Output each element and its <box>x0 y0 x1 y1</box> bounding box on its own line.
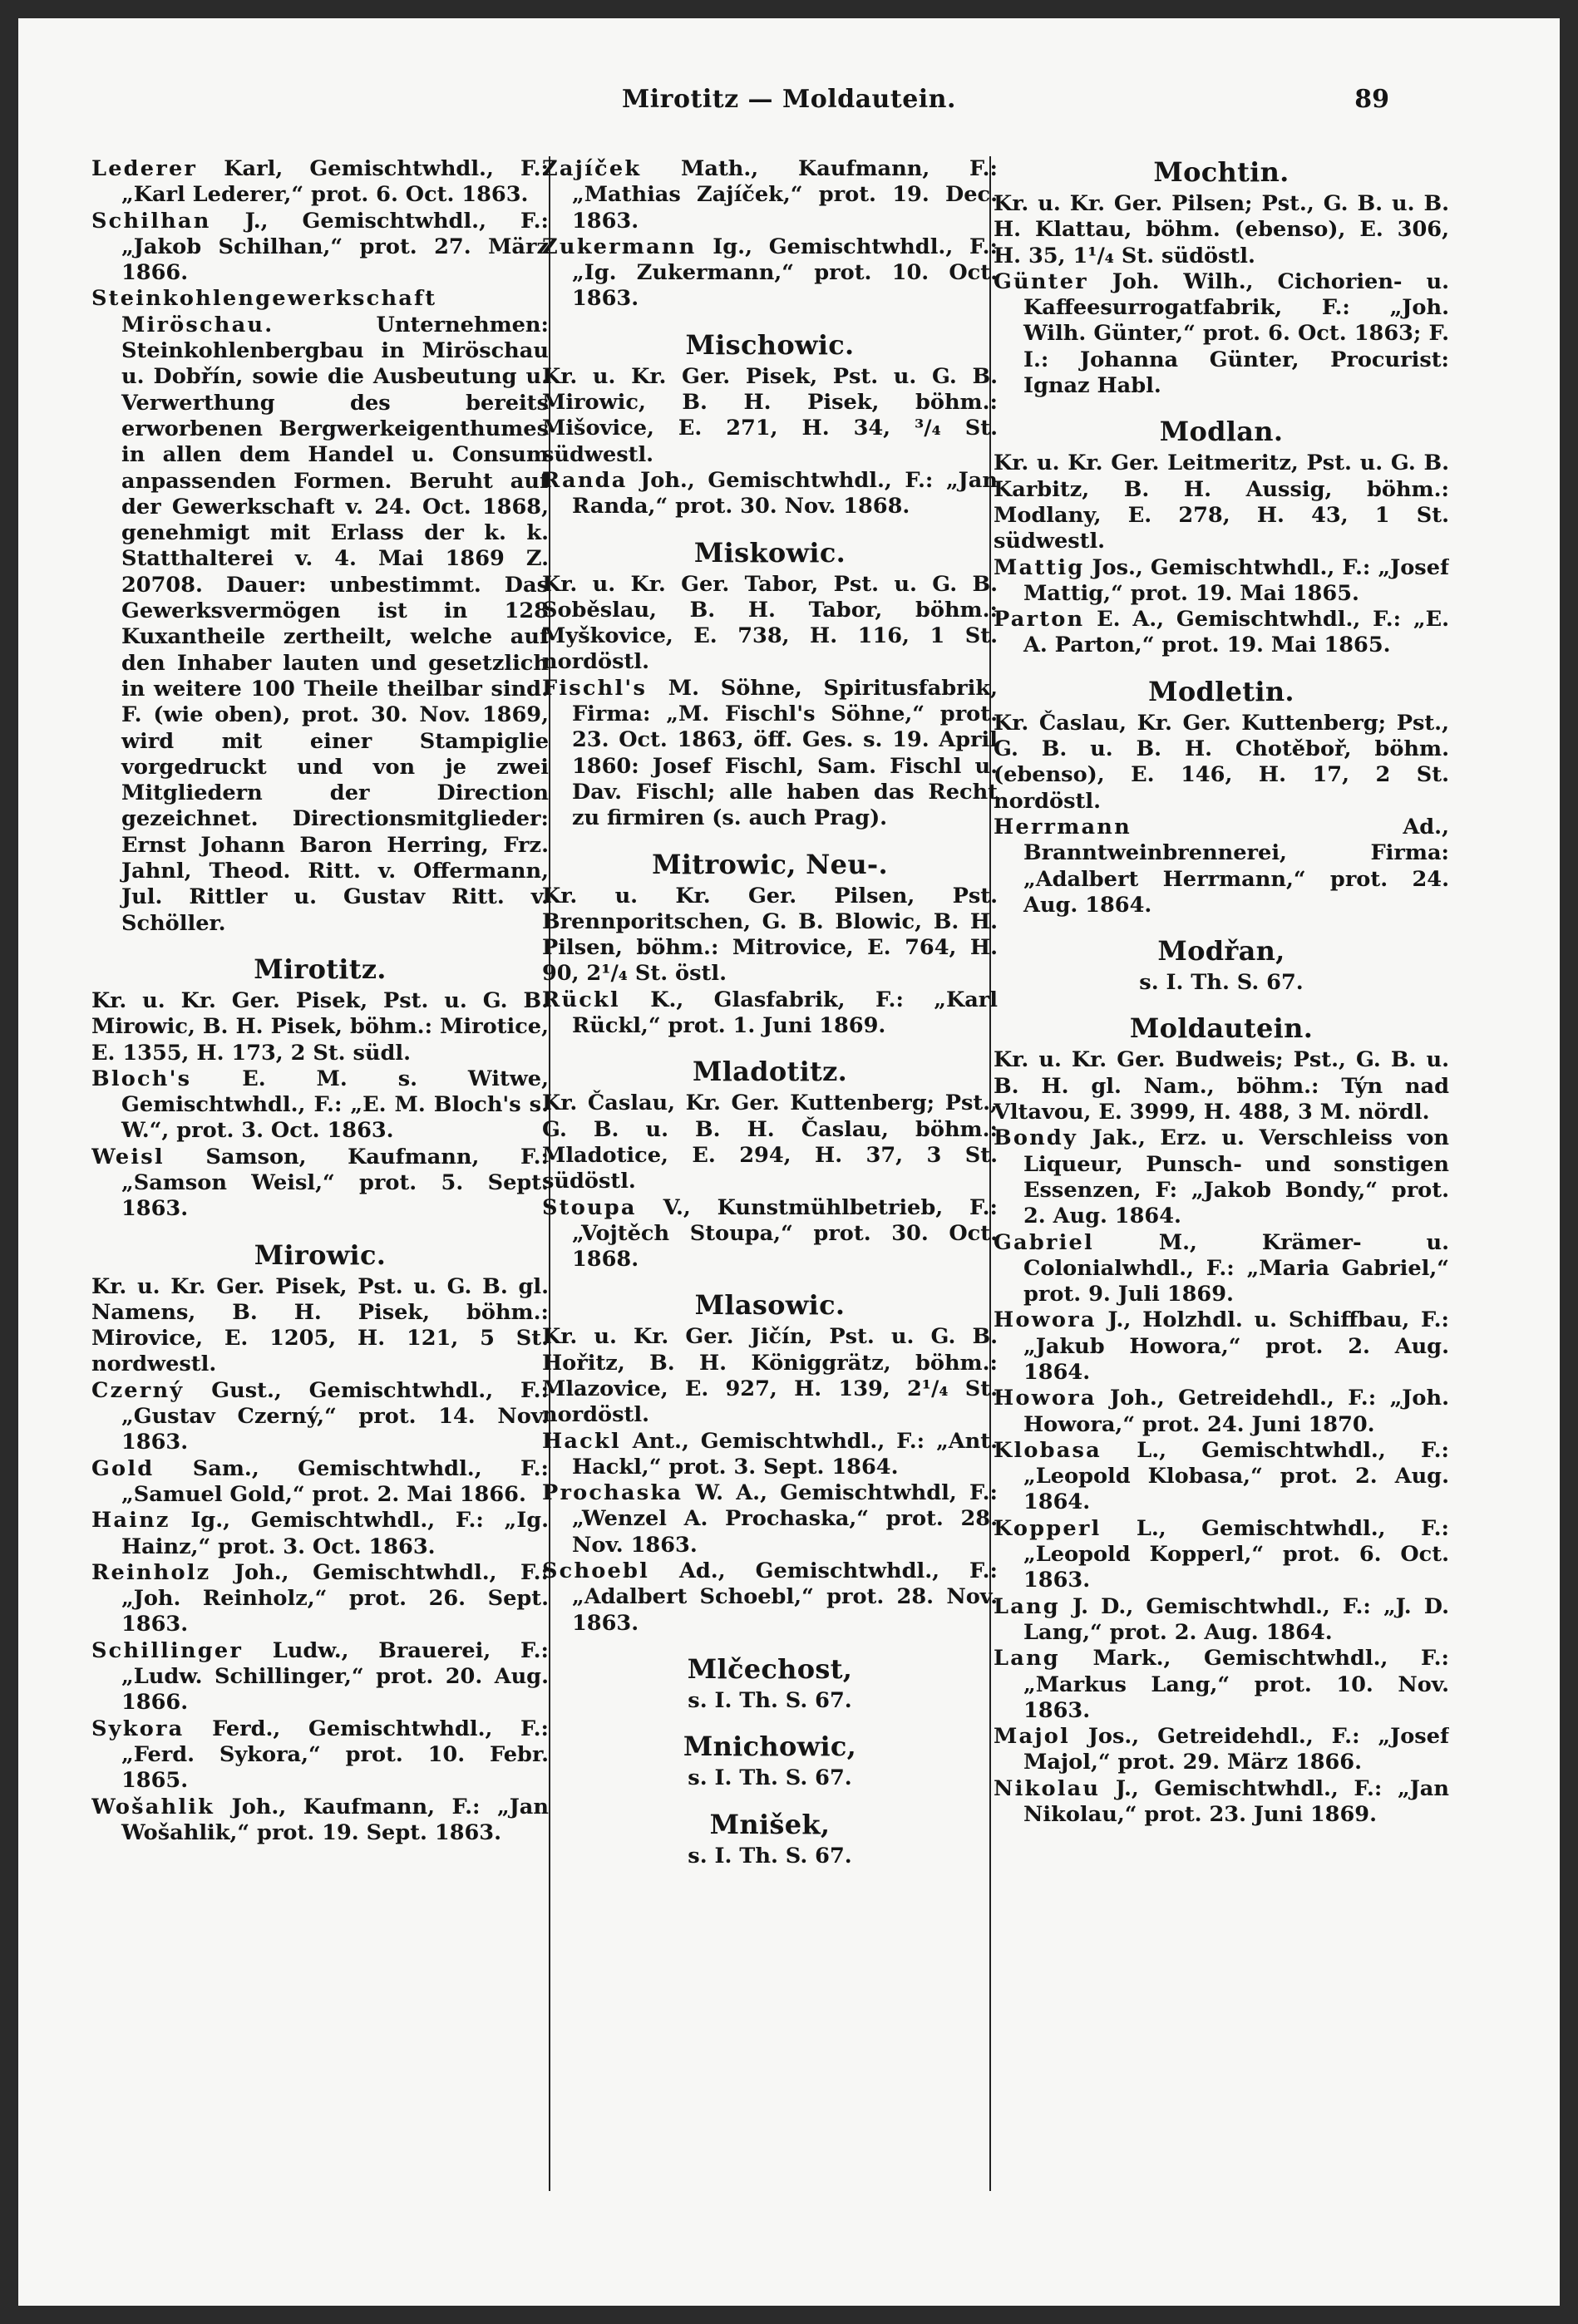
place-description: Kr. u. Kr. Ger. Budweis; Pst., G. B. u. B. H. gl. Nam., böhm.: Týn nad Vltavou, E. 3999, H. 488, 3 M. nördl. <box>994 1047 1449 1125</box>
directory-entry <box>542 1429 998 1481</box>
entry-name: Fischl's <box>542 675 648 701</box>
cross-reference: s. I. Th. S. 67. <box>1139 970 1304 996</box>
place-description: Kr. u. Kr. Ger. Pilsen, Pst. Brennporitschen, G. B. Blowic, B. H. Pilsen, böhm.: Mitrovice, E. 764, H. 90, 2¹/₄ St. östl. <box>542 883 998 987</box>
directory-entry <box>994 1776 1449 1829</box>
entry-text: V., Kunstmühlbetrieb, F.: „Vojtěch Stoupa,“ prot. 30. Oct. 1868. <box>572 1194 998 1273</box>
entry-name: Lang <box>994 1593 1060 1619</box>
entry-text: Jos., Getreidehdl., F.: „Josef Majol,“ prot. 29. März 1866. <box>1023 1724 1449 1775</box>
entry-text: Mark., Gemischtwhdl., F.: „Markus Lang,“ prot. 10. Nov. 1863. <box>1023 1646 1449 1723</box>
directory-entry <box>994 1646 1449 1724</box>
directory-entry <box>91 1716 549 1795</box>
entry-text: J., Gemischtwhdl., F.: „Jan Nikolau,“ prot. 23. Juni 1869. <box>1023 1775 1449 1828</box>
entry-text: K., Glasfabrik, F.: „Karl Rückl,“ prot. 1. Juni 1869. <box>572 987 998 1039</box>
place-description: Kr. Časlau, Kr. Ger. Kuttenberg; Pst., G. B. u. B. H. Chotěboř, böhm. (ebenso), E. 146, H. 17, 2 St. nordöstl. <box>994 710 1449 814</box>
entry-name: Sykora <box>91 1716 185 1741</box>
directory-entry <box>91 286 549 936</box>
place-description: Kr. u. Kr. Ger. Pilsen; Pst., G. B. u. B. H. Klattau, böhm. (ebenso), E. 306, H. 35, 1¹/₄ St. südöstl. <box>994 191 1449 268</box>
directory-entry <box>994 1386 1449 1438</box>
place-description: Kr. u. Kr. Ger. Pisek, Pst. u. G. B. Mirowic, B. H. Pisek, böhm.: Mišovice, E. 271, H. 34, ³/₄ St. südwestl. <box>542 363 998 467</box>
directory-entry <box>994 1516 1449 1594</box>
place-heading: Mirowic. <box>254 1238 387 1271</box>
place-heading: Miskowic. <box>693 536 846 569</box>
directory-entry <box>994 555 1449 608</box>
entry-text: Gust., Gemischtwhdl., F.: „Gustav Czerný,“ prot. 14. Nov. 1863. <box>121 1377 549 1455</box>
entry-name: Lederer <box>91 156 198 181</box>
column-2 <box>542 156 998 2209</box>
place-heading: Mlčechost, <box>687 1652 853 1685</box>
entry-text: Karl, Gemischtwhdl., F.: „Karl Lederer,“ prot. 6. Oct. 1863. <box>121 156 549 208</box>
directory-entry <box>542 1480 998 1558</box>
directory-entry <box>91 1560 549 1638</box>
running-head <box>18 71 1560 130</box>
directory-entry <box>91 156 549 209</box>
entry-name: Hainz <box>91 1508 170 1534</box>
entry-text: L., Gemischtwhdl., F.: „Leopold Klobasa,“ prot. 2. Aug. 1864. <box>1023 1437 1449 1515</box>
entry-text: Ferd., Gemischtwhdl., F.: „Ferd. Sykora,“ prot. 10. Febr. 1865. <box>121 1716 549 1794</box>
entry-name: Zajíček <box>542 156 642 181</box>
entry-name: Klobasa <box>994 1437 1102 1463</box>
directory-entry <box>994 1438 1449 1516</box>
place-heading: Modřan, <box>1157 935 1285 968</box>
entry-name: Rückl <box>542 987 620 1012</box>
place-description: Kr. u. Kr. Ger. Tabor, Pst. u. G. B. Soběslau, B. H. Tabor, böhm.: Myškovice, E. 738, H. 116, 1 St. nordöstl. <box>542 571 998 675</box>
entry-text: Joh., Gemischtwhdl., F.: „Jan Randa,“ prot. 30. Nov. 1868. <box>572 467 998 519</box>
directory-entry <box>91 1638 549 1716</box>
directory-entry <box>994 1724 1449 1776</box>
directory-entry <box>994 1307 1449 1386</box>
entry-text: Ad., Branntweinbrennerei, Firma: „Adalbert Herrmann,“ prot. 24. Aug. 1864. <box>1023 814 1449 918</box>
entry-name: Hackl <box>542 1428 621 1454</box>
entry-text: Jak., Erz. u. Verschleiss von Liqueur, Punsch- und sonstigen Essenzen, F: „Jakob Bondy,“ prot. 2. Aug. 1864. <box>1023 1125 1449 1229</box>
directory-entry <box>542 987 998 1040</box>
place-heading: Mochtin. <box>1153 156 1290 188</box>
directory-entry <box>994 269 1449 399</box>
entry-name: Steinkohlengewerkschaft Miröschau. <box>91 286 437 337</box>
place-heading: Mladotitz. <box>692 1056 848 1088</box>
entry-name: Howora <box>994 1307 1097 1333</box>
entry-text: Unternehmen: Steinkohlenbergbau in Miröschau u. Dobřín, sowie die Ausbeutung u. Verwerthung des bereits erworbenen Bergwerkeigenthumes in allen dem Handel u. Consum anpassenden Formen. Beruht auf der Gewerkschaft v. 24. Oct. 1868, genehmigt mit Erlass der k. k. Statthalterei v. 4. Mai 1869 Z. 20708. Dauer: unbestimmt. Das Gewerksvermögen ist in 128 Kuxantheile zertheilt, welche auf den Inhaber lauten und gesetzlich in weitere 100 Theile theilbar sind. F. (wie oben), prot. 30. Nov. 1869, wird mit einer Stampiglie vorgedruckt und von je zwei Mitgliedern der Direction gezeichnet. Directionsmitglieder: Ernst Johann Baron Herring, Frz. Jahnl, Theod. Ritt. v. Offermann, Jul. Rittler u. Gustav Ritt. v. Schöller. <box>121 312 549 936</box>
entry-text: E. A., Gemischtwhdl., F.: „E. A. Parton,“ prot. 19. Mai 1865. <box>1023 607 1449 658</box>
place-description: Kr. u. Kr. Ger. Leitmeritz, Pst. u. G. B. Karbitz, B. H. Aussig, böhm.: Modlany, E. 278, H. 43, 1 St. südwestl. <box>994 451 1449 554</box>
entry-text: J., Holzhdl. u. Schiffbau, F.: „Jakub Howora,“ prot. 2. Aug. 1864. <box>1023 1307 1449 1385</box>
place-description: Kr. u. Kr. Ger. Jičín, Pst. u. G. B. Hořitz, B. H. Königgrätz, böhm.: Mlazovice, E. 927, H. 139, 2¹/₄ St. nordöstl. <box>542 1324 998 1428</box>
entry-text: W. A., Gemischtwhdl, F.: „Wenzel A. Prochaska,“ prot. 28. Nov. 1863. <box>572 1480 998 1558</box>
entry-name: Bondy <box>994 1125 1078 1151</box>
place-description: Kr. Časlau, Kr. Ger. Kuttenberg; Pst., G. B. u. B. H. Časlau, böhm.: Mladotice, E. 294, H. 37, 3 St. südöstl. <box>542 1091 998 1194</box>
directory-page <box>18 18 1560 2306</box>
directory-entry <box>91 1508 549 1560</box>
entry-text: E. M. s. Witwe, Gemischtwhdl., F.: „E. M. Bloch's s. W.“, prot. 3. Oct. 1863. <box>121 1066 549 1144</box>
directory-entry <box>542 1195 998 1273</box>
cross-reference: s. I. Th. S. 67. <box>688 1765 852 1791</box>
entry-name: Kopperl <box>994 1515 1102 1541</box>
page-number: 89 <box>1354 85 1389 114</box>
directory-entry <box>994 607 1449 659</box>
entry-name: Czerný <box>91 1377 185 1403</box>
entry-text: M., Krämer- u. Colonialwhdl., F.: „Maria Gabriel,“ prot. 9. Juli 1869. <box>1023 1229 1449 1307</box>
entry-text: Math., Kaufmann, F.: „Mathias Zajíček,“ prot. 19. Dec. 1863. <box>572 156 998 234</box>
place-heading: Mischowic. <box>685 328 855 361</box>
directory-entry <box>542 468 998 520</box>
entry-text: Ig., Gemischtwhdl., F.: „Ig. Hainz,“ prot. 3. Oct. 1863. <box>121 1508 549 1559</box>
entry-name: Schillinger <box>91 1637 244 1663</box>
entry-text: Ad., Gemischtwhdl., F.: „Adalbert Schoebl,“ prot. 28. Nov. 1863. <box>572 1558 998 1636</box>
entry-text: Jos., Gemischtwhdl., F.: „Josef Mattig,“ prot. 19. Mai 1865. <box>1023 554 1449 606</box>
directory-entry <box>91 1456 549 1509</box>
directory-entry <box>994 1125 1449 1229</box>
entry-name: Wošahlik <box>91 1794 215 1819</box>
entry-name: Randa <box>542 467 628 493</box>
directory-entry <box>91 1795 549 1847</box>
entry-text: J. D., Gemischtwhdl., F.: „J. D. Lang,“ prot. 2. Aug. 1864. <box>1023 1593 1449 1645</box>
directory-entry <box>542 676 998 832</box>
entry-name: Majol <box>994 1724 1070 1750</box>
entry-text: Ant., Gemischtwhdl., F.: „Ant. Hackl,“ prot. 3. Sept. 1864. <box>572 1428 998 1480</box>
place-heading: Modlan. <box>1159 416 1284 448</box>
entry-text: Ludw., Brauerei, F.: „Ludw. Schillinger,“ prot. 20. Aug. 1866. <box>121 1637 549 1716</box>
cross-reference: s. I. Th. S. 67. <box>688 1687 852 1713</box>
entry-text: J., Gemischtwhdl., F.: „Jakob Schilhan,“ prot. 27. März 1866. <box>121 208 549 286</box>
entry-name: Nikolau <box>994 1775 1101 1801</box>
entry-name: Weisl <box>91 1144 165 1169</box>
directory-entry <box>91 1066 549 1145</box>
directory-entry <box>994 815 1449 918</box>
page-title: Mirotitz — Moldautein. <box>622 85 956 114</box>
place-heading: Mnichowic, <box>683 1731 857 1763</box>
entry-text: Ig., Gemischtwhdl., F.: „Ig. Zukermann,“ prot. 10. Oct. 1863. <box>572 234 998 312</box>
place-heading: Mitrowic, Neu-. <box>652 848 888 880</box>
place-heading: Modletin. <box>1148 675 1294 707</box>
entry-text: Joh., Kaufmann, F.: „Jan Wošahlik,“ prot. 19. Sept. 1863. <box>121 1794 549 1845</box>
directory-entry <box>542 156 998 234</box>
entry-name: Schoebl <box>542 1558 650 1584</box>
directory-entry <box>91 1145 549 1223</box>
place-heading: Moldautein. <box>1129 1012 1314 1045</box>
entry-text: Joh., Getreidehdl., F.: „Joh. Howora,“ prot. 24. Juni 1870. <box>1023 1386 1449 1437</box>
entry-text: Sam., Gemischtwhdl., F.: „Samuel Gold,“ prot. 2. Mai 1866. <box>121 1455 549 1507</box>
directory-entry <box>91 1378 549 1456</box>
entry-text: M. Söhne, Spiritusfabrik, Firma: „M. Fischl's Söhne,“ prot. 23. Oct. 1863, öff. Ges. s. 19. April 1860: Josef Fischl, Sam. Fischl u. Dav. Fischl; alle haben das Recht zu firmiren (s. auch Prag). <box>572 675 998 831</box>
entry-text: Joh., Gemischtwhdl., F.: „Joh. Reinholz,“ prot. 26. Sept. 1863. <box>121 1559 549 1637</box>
directory-entry <box>994 1594 1449 1647</box>
place-heading: Mirotitz. <box>254 953 387 985</box>
entry-text: Joh. Wilh., Cichorien- u. Kaffeesurrogatfabrik, F.: „Joh. Wilh. Günter,“ prot. 6. Oct. 1863; F. I.: Johanna Günter, Procurist: Ignaz Habl. <box>1023 268 1449 399</box>
directory-entry <box>994 1230 1449 1308</box>
place-description: Kr. u. Kr. Ger. Pisek, Pst. u. G. B. Mirowic, B. H. Pisek, böhm.: Mirotice, E. 1355, H. 173, 2 St. südl. <box>91 987 549 1066</box>
place-heading: Mlasowic. <box>694 1289 846 1322</box>
entry-name: Mattig <box>994 554 1085 580</box>
entry-text: L., Gemischtwhdl., F.: „Leopold Kopperl,“ prot. 6. Oct. 1863. <box>1023 1515 1449 1593</box>
entry-name: Prochaska <box>542 1480 683 1506</box>
entry-name: Stoupa <box>542 1194 637 1220</box>
entry-name: Parton <box>994 607 1085 633</box>
directory-entry <box>91 209 549 287</box>
entry-name: Lang <box>994 1646 1060 1672</box>
entry-text: Samson, Kaufmann, F.: „Samson Weisl,“ prot. 5. Sept. 1863. <box>121 1144 549 1222</box>
column-3 <box>994 156 1449 2209</box>
directory-entry <box>542 1558 998 1637</box>
place-description: Kr. u. Kr. Ger. Pisek, Pst. u. G. B. gl. Namens, B. H. Pisek, böhm.: Mirovice, E. 1205, H. 121, 5 St. nordwestl. <box>91 1273 549 1377</box>
entry-name: Zukermann <box>542 234 697 259</box>
entry-name: Herrmann <box>994 814 1132 839</box>
entry-name: Bloch's <box>91 1066 192 1091</box>
entry-name: Gold <box>91 1455 155 1481</box>
column-1 <box>91 156 549 2209</box>
cross-reference: s. I. Th. S. 67. <box>688 1843 852 1869</box>
directory-entry <box>542 234 998 313</box>
entry-name: Howora <box>994 1386 1097 1411</box>
entry-name: Gabriel <box>994 1229 1094 1255</box>
entry-name: Schilhan <box>91 208 211 234</box>
entry-name: Günter <box>994 268 1088 294</box>
place-heading: Mnišek, <box>709 1808 831 1840</box>
entry-name: Reinholz <box>91 1559 211 1585</box>
